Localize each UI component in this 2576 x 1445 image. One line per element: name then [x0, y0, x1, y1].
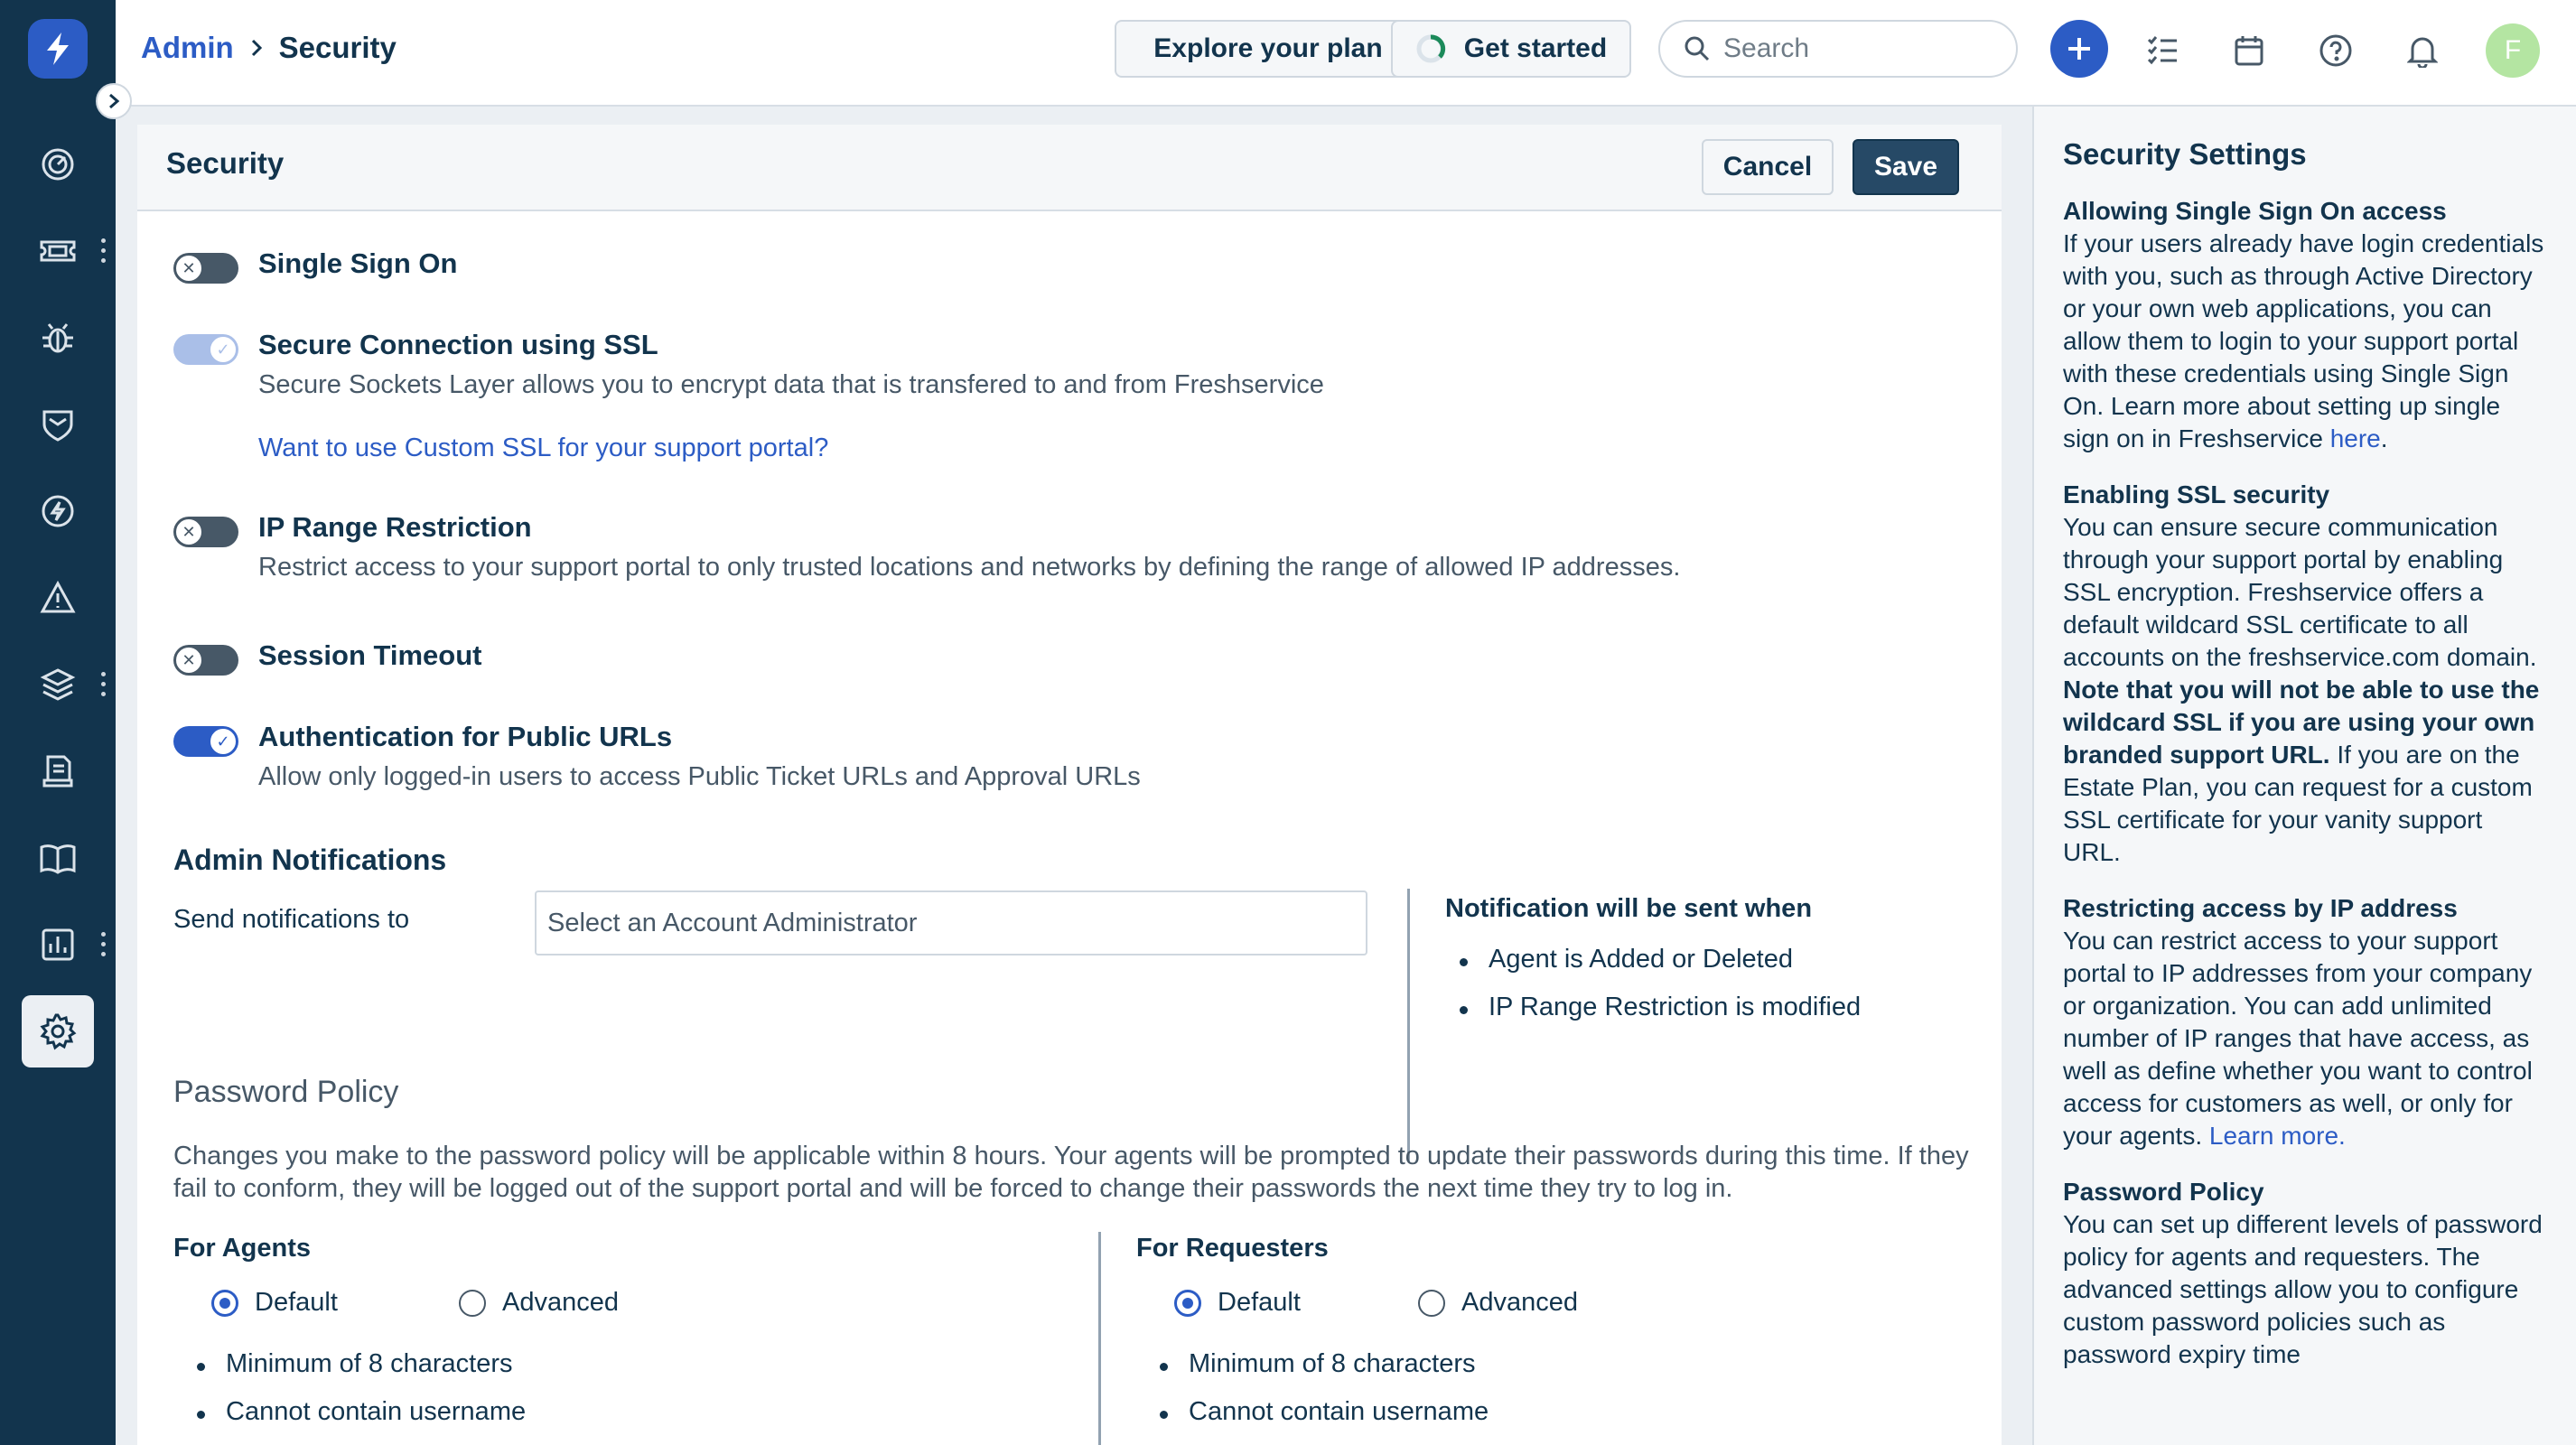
search-icon [1684, 35, 1711, 62]
policy-divider [1098, 1232, 1101, 1445]
notification-when-list [1445, 945, 1861, 1022]
assets-more-icon[interactable] [99, 672, 107, 696]
save-button[interactable]: Save [1853, 139, 1959, 195]
problems-bug-icon[interactable] [22, 302, 94, 374]
panel-header [137, 125, 2002, 211]
progress-ring-icon [1415, 33, 1446, 64]
radio-label: Advanced [1461, 1288, 1578, 1317]
help-sso-text: If your users already have login credentials with you, such as through Active Directory or your own web applications, you can allow them to login to your support portal with these credentials using Single Sign On. Learn more about setting up single sign on in Freshservice [2063, 229, 2544, 452]
dashboard-icon[interactable] [22, 128, 94, 200]
get-started-label: Get started [1463, 33, 1608, 63]
help-ip-heading: Restricting access by IP address [2063, 894, 2458, 922]
sso-title: Single Sign On [258, 247, 458, 279]
breadcrumb-current: Security [278, 31, 397, 64]
calendar-icon[interactable] [2222, 23, 2276, 78]
freshservice-logo-icon[interactable] [28, 19, 88, 79]
for-agents-title: For Agents [173, 1234, 311, 1263]
requesters-advanced-radio[interactable] [1418, 1288, 1578, 1318]
password-policy-title: Password Policy [173, 1075, 399, 1109]
help-sso-section: Allowing Single Sign On access If your users already have login credentials with you, such as through Active Directory or your own web applications, you can allow them to login to your support portal with these credentials using Single Sign On. Learn more about setting up single sign on in Freshservice here. [2063, 197, 2544, 452]
tickets-icon[interactable] [22, 215, 94, 287]
expand-sidebar-chevron-icon[interactable] [96, 83, 132, 119]
reports-chart-icon[interactable] [22, 909, 94, 981]
requesters-rules-list [1145, 1349, 1489, 1427]
contracts-document-icon[interactable] [22, 735, 94, 807]
password-policy-description: Changes you make to the password policy will be applicable within 8 hours. Your agents will be prompted to update their passwords during this time. If they fail to conform, they will be logged out of the support portal and will be forced to change their passwords the next time they try to log in. [173, 1142, 1969, 1203]
radio-label: Advanced [502, 1288, 619, 1317]
list-item: IP Range Restriction is modified [1445, 993, 1861, 1022]
breadcrumb-chevron-icon [250, 38, 263, 58]
requesters-default-radio[interactable] [1174, 1288, 1301, 1318]
alerts-warning-icon[interactable] [22, 562, 94, 634]
help-question-icon[interactable] [2309, 23, 2363, 78]
public-url-auth-description: Allow only logged-in users to access Public Ticket URLs and Approval URLs [258, 762, 1141, 791]
security-settings-panel [137, 125, 2002, 1445]
session-timeout-toggle[interactable]: ✕ [173, 645, 238, 676]
breadcrumb-admin-link[interactable]: Admin [141, 31, 234, 64]
help-ip-learn-more-link[interactable]: Learn more. [2208, 1122, 2346, 1150]
admin-notifications-title: Admin Notifications [173, 844, 447, 876]
notifications-bell-icon[interactable] [2395, 23, 2450, 78]
ip-range-title: IP Range Restriction [258, 511, 532, 543]
help-sso-here-link[interactable]: here [2329, 424, 2381, 452]
list-item: Minimum of 8 characters [182, 1349, 526, 1379]
help-ssl-heading: Enabling SSL security [2063, 480, 2330, 508]
help-password-section [2063, 1176, 2545, 1371]
releases-bolt-icon[interactable] [22, 475, 94, 547]
help-panel [2032, 107, 2576, 1445]
help-ssl-section [2063, 479, 2545, 869]
account-administrator-select[interactable]: Select an Account Administrator [535, 890, 1367, 956]
assets-layers-icon[interactable] [22, 648, 94, 721]
agents-advanced-radio[interactable] [459, 1288, 619, 1318]
help-title: Security Settings [2063, 137, 2307, 171]
public-url-auth-title: Authentication for Public URLs [258, 721, 673, 752]
notifications-divider [1407, 889, 1410, 1161]
session-timeout-title: Session Timeout [258, 639, 482, 671]
notification-when-title: Notification will be sent when [1445, 894, 1813, 923]
admin-gear-icon[interactable] [22, 995, 94, 1067]
help-sso-heading: Allowing Single Sign On access [2063, 197, 2447, 225]
agents-rules-list [182, 1349, 526, 1427]
sidebar [0, 0, 116, 1445]
radio-circle [459, 1290, 486, 1317]
ip-range-toggle[interactable]: ✕ [173, 517, 238, 547]
for-requesters-title: For Requesters [1136, 1234, 1329, 1263]
radio-circle [1418, 1290, 1445, 1317]
custom-ssl-link[interactable]: Want to use Custom SSL for your support portal? [258, 434, 829, 462]
topbar [116, 0, 2576, 107]
help-ip-text: You can restrict access to your support portal to IP addresses from your company or organization. You can add unlimited number of IP ranges that have access, as well as define whether you want to control access for customers as well, or only for your agents. [2063, 927, 2533, 1150]
send-notifications-label: Send notifications to [173, 905, 410, 934]
explore-plan-button[interactable]: Explore your plan [1115, 20, 1422, 78]
user-avatar[interactable]: F [2486, 23, 2540, 78]
agents-default-radio[interactable] [211, 1288, 338, 1318]
breadcrumb [141, 31, 397, 65]
list-item: Cannot contain username [1145, 1397, 1489, 1427]
help-ip-section [2063, 892, 2545, 1152]
reports-more-icon[interactable] [99, 932, 107, 956]
get-started-button[interactable] [1391, 20, 1631, 78]
ip-range-description: Restrict access to your support portal to only trusted locations and networks by defining the range of allowed IP addresses. [258, 553, 1681, 582]
add-new-plus-icon[interactable] [2050, 20, 2108, 78]
ssl-title: Secure Connection using SSL [258, 329, 658, 360]
radio-circle [211, 1290, 238, 1317]
help-password-heading: Password Policy [2063, 1178, 2264, 1206]
list-item: Minimum of 8 characters [1145, 1349, 1489, 1379]
radio-label: Default [255, 1288, 338, 1317]
help-ssl-note: Note that you will not be able to use the wildcard SSL if you are using your own branded support URL. [2063, 676, 2540, 769]
tickets-more-icon[interactable] [99, 238, 107, 263]
search-placeholder: Search [1723, 33, 1810, 63]
public-url-auth-toggle[interactable]: ✓ [173, 726, 238, 757]
help-ssl-text: You can ensure secure communication through your support portal by enabling SSL encryption. Freshservice offers a default wildcard SSL certificate to all accounts on the freshservice.com domain. [2063, 513, 2537, 671]
sso-toggle[interactable]: ✕ [173, 253, 238, 284]
help-ssl-text-2: If you are on the Estate Plan, you can request for a custom SSL certificate for your vanity support URL. [2063, 741, 2533, 866]
solutions-book-icon[interactable] [22, 822, 94, 894]
ssl-toggle: ✓ [173, 334, 238, 365]
help-password-text: You can set up different levels of password policy for agents and requesters. The advanced settings allow you to configure custom password policies such as password expiry time [2063, 1210, 2543, 1368]
todo-list-icon[interactable] [2135, 23, 2189, 78]
list-item: Agent is Added or Deleted [1445, 945, 1861, 974]
radio-label: Default [1218, 1288, 1301, 1317]
ssl-description: Secure Sockets Layer allows you to encrypt data that is transfered to and from Freshservice [258, 370, 1324, 399]
changes-shield-icon[interactable] [22, 388, 94, 461]
page-title: Security [166, 146, 285, 180]
search-input[interactable] [1658, 20, 2018, 78]
cancel-button[interactable]: Cancel [1702, 139, 1834, 195]
list-item: Cannot contain username [182, 1397, 526, 1427]
radio-circle [1174, 1290, 1201, 1317]
